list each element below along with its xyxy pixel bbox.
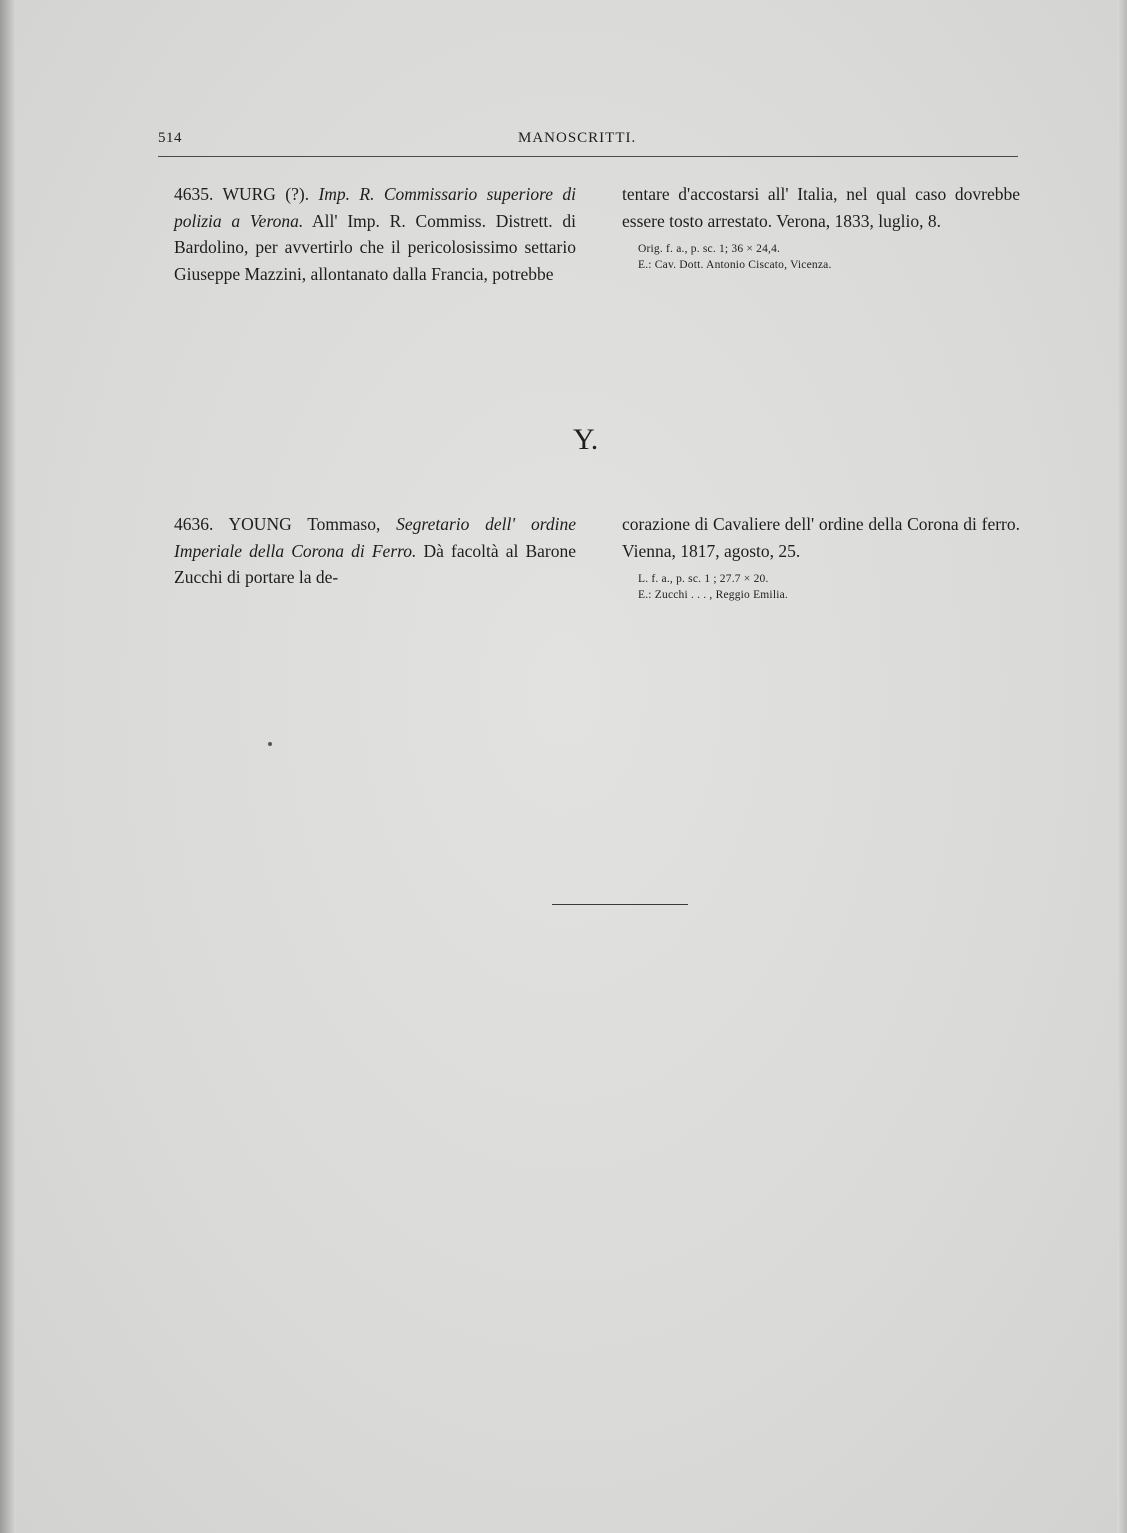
- entry-4635-text: [174, 181, 576, 287]
- section-letter: Y.: [573, 423, 599, 456]
- entry-number: 4636.: [174, 514, 214, 534]
- entry-notes: [622, 241, 1020, 273]
- running-title: MANOSCRITTI.: [518, 130, 637, 146]
- entry-notes: [622, 571, 1020, 603]
- entry-body-continued: tentare d'accostarsi all' Italia, nel qual caso dovrebbe essere tosto arrestato. Verona, 1833, luglio, 8.: [622, 184, 1020, 231]
- entry-4636-right-column: [622, 511, 1020, 603]
- entry-role: Imp. R. Commissario superiore di polizia a Verona.: [174, 184, 576, 231]
- entry-body: All' Imp. R. Commiss. Distrett. di Bardolino, per avvertirlo che il pericolosissimo settario Giuseppe Mazzini, allontanato dalla Francia, potrebbe: [174, 210, 576, 284]
- entry-note-description: Orig. f. a., p. sc. 1; 36 × 24,4.: [638, 243, 781, 255]
- entry-note-description: L. f. a., p. sc. 1 ; 27.7 × 20.: [638, 573, 769, 585]
- entry-role: Segretario dell' ordine Imperiale della Corona di Ferro.: [174, 514, 576, 561]
- entry-4635-right-column: [622, 181, 1020, 273]
- page-header: [158, 130, 1018, 157]
- entry-body-continued: corazione di Cavaliere dell' ordine della Corona di ferro. Vienna, 1817, agosto, 25.: [622, 514, 1020, 561]
- entry-name: WURG (?).: [222, 184, 310, 204]
- entry-note-owner: E.: Zucchi . . . , Reggio Emilia.: [638, 589, 789, 601]
- page-edge-shadow: [1117, 0, 1127, 1533]
- entry-note-owner: E.: Cav. Dott. Antonio Ciscato, Vicenza.: [638, 259, 832, 271]
- entry-number: 4635.: [174, 184, 214, 204]
- entry-4636-text: [174, 511, 576, 591]
- ink-speck: [268, 742, 272, 746]
- page-number: 514: [158, 130, 182, 146]
- closing-rule: [552, 904, 688, 905]
- page-edge-shadow: [0, 0, 16, 1533]
- entry-name: YOUNG Tommaso,: [228, 514, 381, 534]
- entry-4635-left-column: [174, 181, 576, 287]
- entry-4636-left-column: [174, 511, 576, 591]
- entry-body: Dà facoltà al Barone Zucchi di portare la de-: [174, 540, 576, 587]
